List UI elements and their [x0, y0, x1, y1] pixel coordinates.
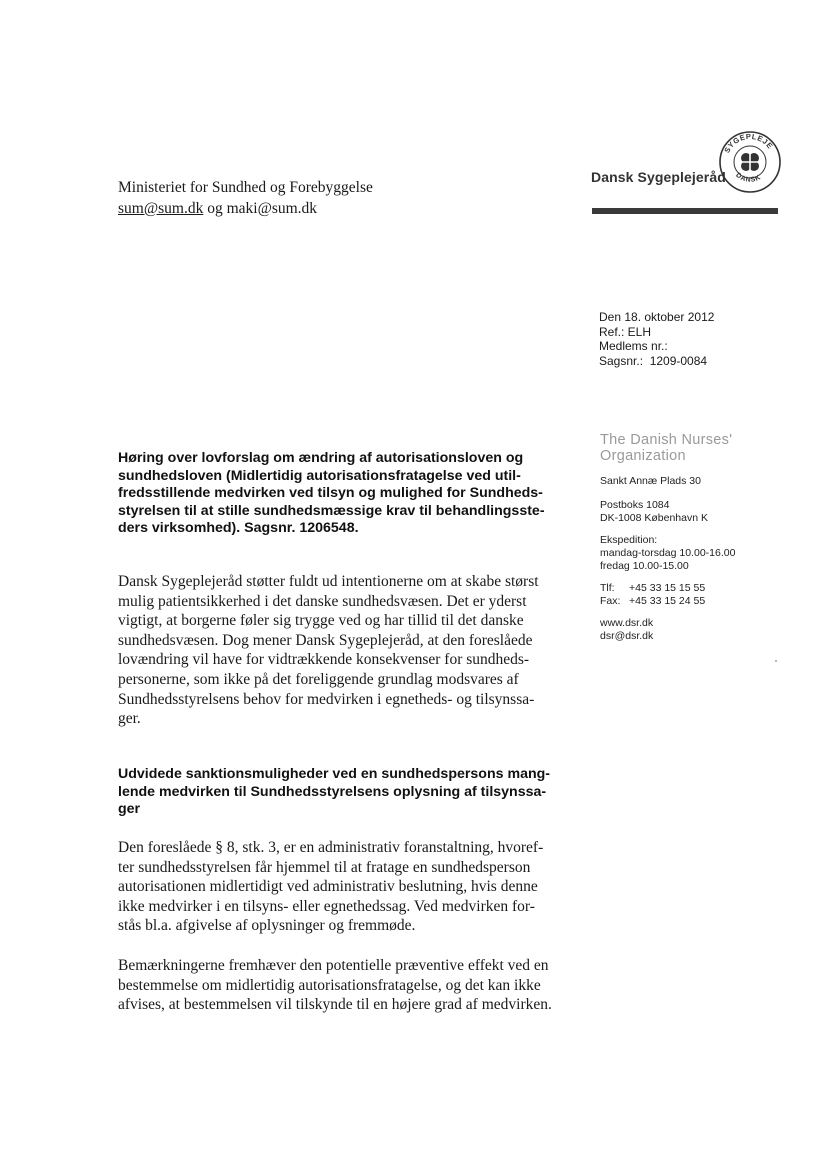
street-address: Sankt Annæ Plads 30 [600, 475, 701, 487]
org-english-name-1: The Danish Nurses' [600, 432, 733, 448]
text-line: ikke medvirker i en tilsyns- eller egnethedssag. Ved medvirken for- [118, 897, 535, 915]
body-paragraph-1 [118, 572, 563, 729]
recipient-emails [118, 198, 373, 219]
website-link[interactable]: www.dsr.dk [600, 617, 654, 629]
fax-row [600, 595, 790, 608]
letter-date: Den 18. oktober 2012 [599, 310, 715, 324]
seal-top-text: SYGEPLEJE [722, 131, 775, 155]
recipient-block [118, 177, 373, 219]
subject-line: fredsstillende medvirken ved tilsyn og mulighed for Sundheds- [118, 485, 543, 501]
subject-line: ders virksomhed). Sagsnr. 1206548. [118, 520, 359, 536]
meta-block [599, 310, 714, 368]
letter-ref: Ref.: ELH [599, 324, 652, 339]
recipient-name: Ministeriet for Sundhed og Forebyggelse [118, 179, 373, 196]
text-line: Sundhedsstyrelsens behov for medvirken i egnetheds- og tilsynssa- [118, 690, 535, 708]
svg-text:DANSK [734, 172, 762, 184]
subject-line: Høring over lovforslag om ændring af autorisationsloven og [118, 450, 524, 466]
email-joiner: og [203, 200, 227, 217]
header-rule [592, 208, 778, 214]
heading-line: ger [118, 801, 141, 817]
heading-line: Udvidede sanktionsmuligheder ved en sundhedspersons mang- [118, 766, 551, 782]
text-line: personerne, som ikke på det foreliggende grundlag modsvares af [118, 670, 519, 688]
scan-speck [775, 660, 777, 662]
postal-city: DK-1008 København K [600, 512, 708, 524]
email-link-sum[interactable]: sum@sum.dk [118, 200, 204, 217]
phone-label: Tlf: [600, 582, 615, 594]
body-paragraph-2 [118, 838, 563, 936]
text-line: ger. [118, 710, 141, 728]
letter-subject [118, 450, 548, 538]
text-line: sundhedsvæsen. Dog mener Dansk Sygeplejeråd, at den foreslåede [118, 631, 533, 649]
seal-bottom-text: DANSK [734, 171, 763, 184]
org-logo-name: Dansk Sygeplejeråd [591, 169, 726, 185]
text-line: vigtigt, at borgerne føler sig trygge ved og har tillid til det danske [118, 612, 524, 630]
postbox: Postboks 1084 [600, 499, 670, 511]
text-line: mulig patientsikkerhed i det danske sundhedsvæsen. Det er yderst [118, 592, 527, 610]
text-line: autorisationen midlertidigt ved administrativ beslutning, hvis denne [118, 878, 538, 896]
email-link[interactable]: dsr@dsr.dk [600, 630, 654, 642]
section-heading [118, 766, 558, 819]
fax-label: Fax: [600, 595, 621, 607]
dsr-seal-logo [718, 130, 782, 194]
text-line: lovændring vil have for vidtrækkende konsekvenser for sundheds- [118, 651, 530, 669]
text-line: Bemærkningerne fremhæver den potentielle præventive effekt ved en [118, 957, 549, 974]
text-line: stås bl.a. afgivelse af oplysninger og fremmøde. [118, 917, 416, 935]
heading-line: lende medvirken til Sundhedsstyrelsens oplysning af tilsynssa- [118, 783, 547, 800]
expedition-label: Ekspedition: [600, 534, 658, 546]
text-line: ter sundhedsstyrelsen får hjemmel til at fratage en sundhedsperson [118, 858, 531, 876]
text-line: Den foreslåede § 8, stk. 3, er en administrativ foranstaltning, hvoref- [118, 839, 544, 856]
text-line: afvises, at bestemmelsen vil tilskynde til en højere grad af medvirken. [118, 996, 552, 1014]
email-link-maki[interactable]: maki@sum.dk [226, 200, 318, 217]
body-paragraph-3 [118, 956, 563, 1015]
svg-text:SYGEPLEJE [722, 132, 775, 155]
text-line: bestemmelse om midlertidig autorisationsfratagelse, og det kan ikke [118, 976, 541, 994]
contact-sidebar [600, 433, 790, 643]
subject-line: sundhedsloven (Midlertidig autorisationsfratagelse ved util- [118, 467, 521, 484]
case-number: Sagsnr.: 1209-0084 [599, 353, 708, 368]
member-number: Medlems nr.: [599, 339, 668, 353]
fax-value: +45 33 15 24 55 [629, 595, 706, 607]
phone-value[interactable]: +45 33 15 15 55 [629, 582, 706, 594]
expedition-hours-weekdays: mandag-torsdag 10.00-16.00 [600, 547, 736, 559]
phone-row [600, 582, 790, 595]
org-english-name-2: Organization [600, 447, 686, 464]
expedition-hours-friday: fredag 10.00-15.00 [600, 560, 689, 572]
text-line: Dansk Sygeplejeråd støtter fuldt ud intentionerne om at skabe størst [118, 573, 539, 590]
subject-line: styrelsen til at stille sundhedsmæssige krav til behandlingsste- [118, 502, 545, 519]
